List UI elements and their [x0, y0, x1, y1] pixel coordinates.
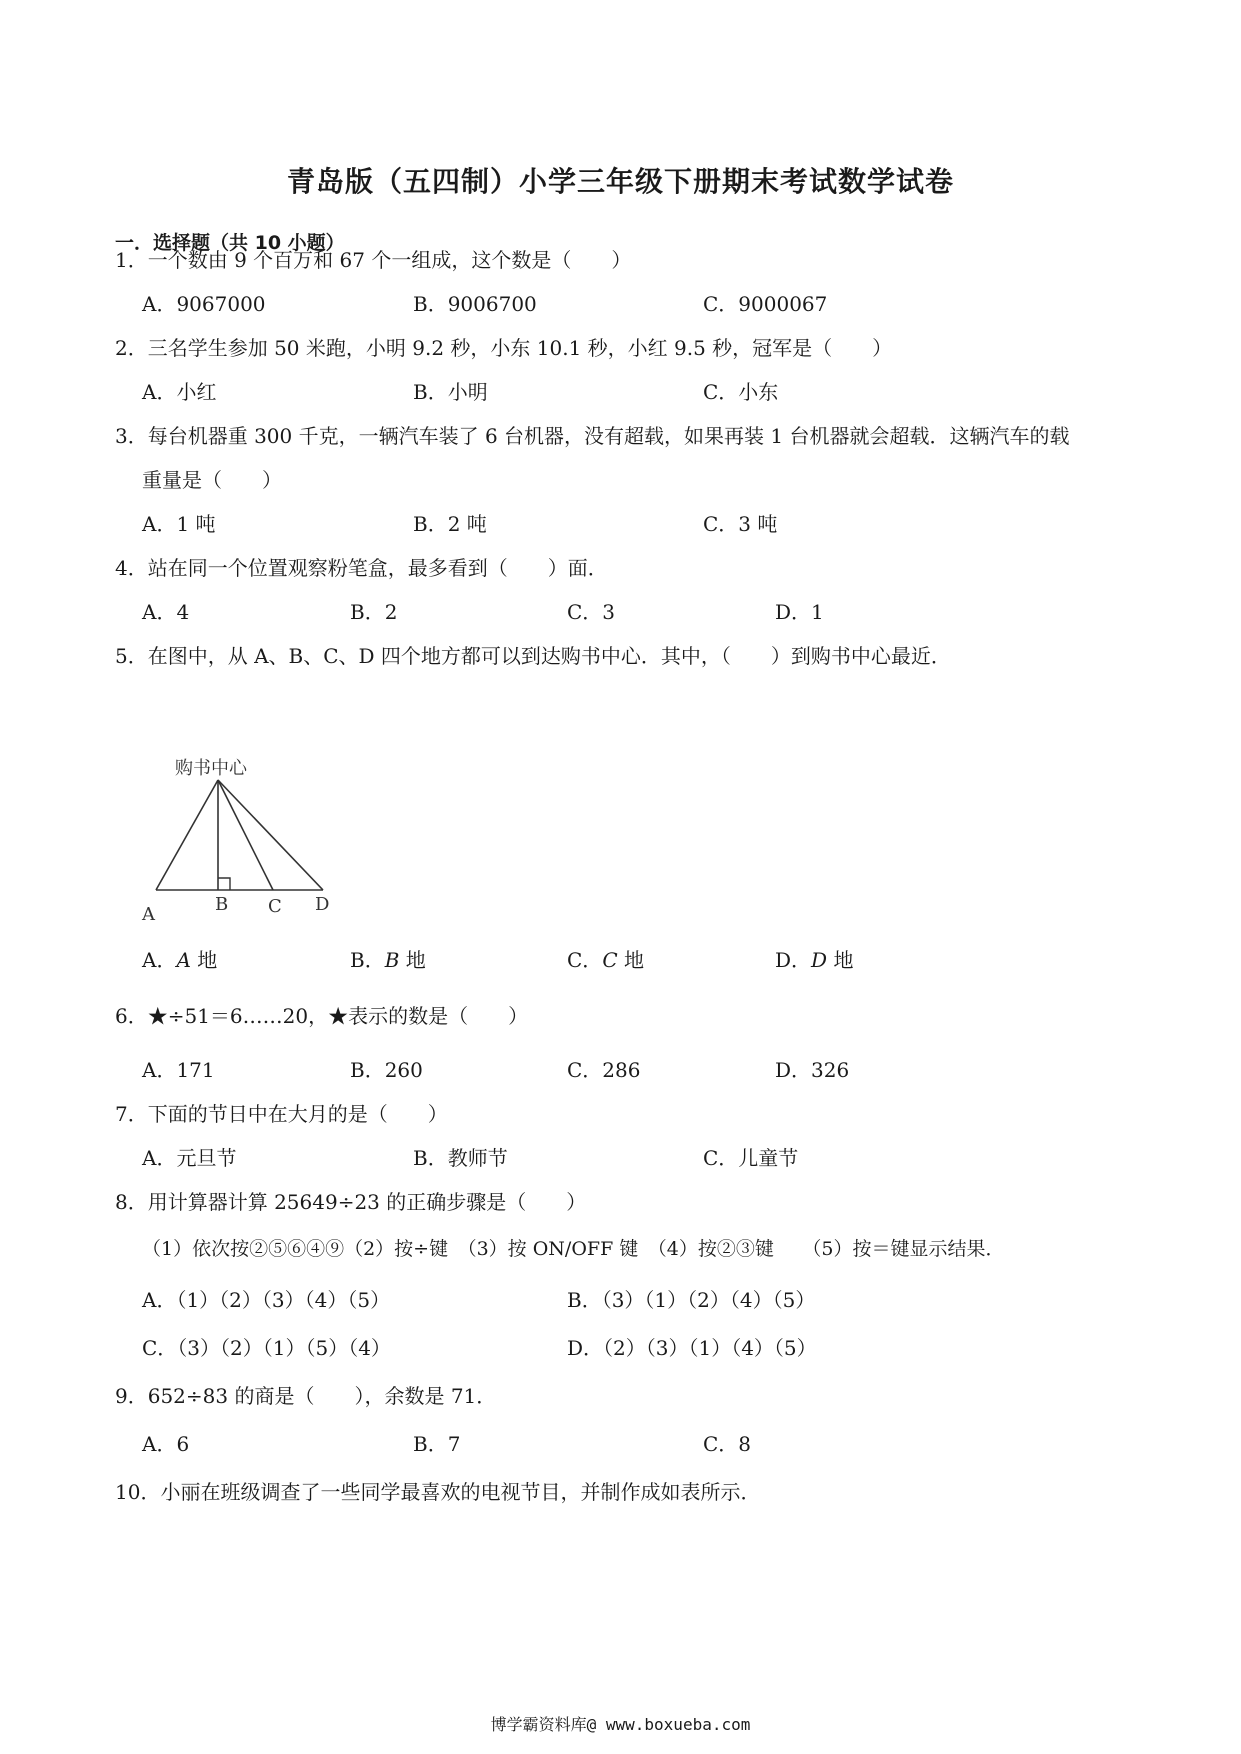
q8-option-d: D．（2）（3）（1）（4）（5）: [567, 1336, 817, 1360]
q2-option-b: B．小明: [413, 380, 488, 404]
q3-option-c: C．3 吨: [703, 512, 778, 536]
q7-option-c: C．儿童节: [703, 1146, 799, 1170]
question-1: 1．一个数由 9 个百万和 67 个一组成，这个数是（ ）: [115, 248, 632, 272]
line-to-c: [218, 780, 273, 890]
q5-option-a: [142, 950, 217, 970]
q5-option-b-var: B: [384, 948, 400, 972]
q5-option-d-var: D: [811, 948, 828, 972]
q4-option-a: A．4: [142, 600, 190, 624]
diagram-label-c: C: [268, 896, 282, 917]
q5-option-a-suffix: 地: [190, 948, 218, 972]
question-8: 8．用计算器计算 25649÷23 的正确步骤是（ ）: [115, 1190, 587, 1214]
diagram-label-a: A: [142, 904, 155, 925]
q5-option-d: [775, 950, 853, 970]
q9-option-a: A．6: [142, 1432, 190, 1456]
question-3-line-1: 3．每台机器重 300 千克，一辆汽车装了 6 台机器，没有超载，如果再装 1 台机器就会超载．这辆汽车的载: [115, 424, 1070, 448]
diagram-label-d: D: [315, 894, 330, 915]
q6-option-c: C．286: [567, 1058, 641, 1082]
question-2: 2．三名学生参加 50 米跑，小明 9.2 秒，小东 10.1 秒，小红 9.5 秒，冠军是（ ）: [115, 336, 893, 360]
q1-option-b: B．9006700: [413, 292, 537, 316]
q8-option-c: C．（3）（2）（1）（5）（4）: [142, 1336, 391, 1360]
question-3-line-2: 重量是（ ）: [142, 468, 282, 492]
q7-option-a: A．元旦节: [142, 1146, 237, 1170]
q5-option-a-prefix: A．: [142, 948, 177, 972]
q2-option-a: A．小红: [142, 380, 217, 404]
q2-option-c: C．小东: [703, 380, 779, 404]
q1-option-c: C．9000067: [703, 292, 828, 316]
q8-option-b: B．（3）（1）（2）（4）（5）: [567, 1288, 816, 1312]
q5-option-d-prefix: D．: [775, 948, 812, 972]
q5-option-b-suffix: 地: [399, 948, 426, 972]
q3-option-b: B．2 吨: [413, 512, 487, 536]
diagram-label-b: B: [215, 894, 229, 915]
right-angle-mark: [218, 878, 230, 890]
q1-option-a: A．9067000: [142, 292, 266, 316]
q4-option-b: B．2: [350, 600, 398, 624]
q4-option-d: D．1: [775, 600, 824, 624]
page-title: 青岛版（五四制）小学三年级下册期末考试数学试卷: [286, 165, 954, 198]
q9-option-b: B．7: [413, 1432, 461, 1456]
q9-option-c: C．8: [703, 1432, 752, 1456]
q3-option-a: A．1 吨: [142, 512, 216, 536]
line-to-d: [218, 780, 323, 890]
question-7: 7．下面的节日中在大月的是（ ）: [115, 1102, 448, 1126]
question-5: 5．在图中，从 A、B、C、D 四个地方都可以到达购书中心．其中，（ ）到购书中心最近．: [115, 644, 951, 668]
question-4: 4．站在同一个位置观察粉笔盒，最多看到（ ）面．: [115, 556, 608, 580]
diagram-top-label: 购书中心: [175, 758, 247, 779]
q8-steps: （1）依次按②⑤⑥④⑨（2）按÷键 （3）按 ON/OFF 键 （4）按②③键 （5）按＝键显示结果．: [142, 1238, 1005, 1260]
q6-option-b: B．260: [350, 1058, 423, 1082]
q6-option-d: D．326: [775, 1058, 850, 1082]
shopping-center-diagram: [130, 750, 350, 925]
q5-option-c-var: C: [602, 948, 618, 972]
question-9: 9．652÷83 的商是（ ），余数是 71．: [115, 1384, 497, 1408]
q5-option-b: [350, 950, 426, 970]
q5-option-c-prefix: C．: [567, 948, 603, 972]
page-footer: 博学霸资料库@ www.boxueba.com: [490, 1715, 751, 1734]
q5-option-d-suffix: 地: [827, 948, 854, 972]
question-10: 10．小丽在班级调查了一些同学最喜欢的电视节目，并制作成如表所示．: [115, 1480, 761, 1504]
q5-option-c-suffix: 地: [617, 948, 644, 972]
q5-option-b-prefix: B．: [350, 948, 385, 972]
question-6: 6．★÷51＝6……20，★表示的数是（ ）: [115, 1004, 529, 1028]
section-heading: 一．选择题（共 10 小题）: [115, 232, 345, 254]
q6-option-a: A．171: [142, 1058, 215, 1082]
line-to-a: [156, 780, 218, 890]
q7-option-b: B．教师节: [413, 1146, 508, 1170]
q8-option-a: A．（1）（2）（3）（4）（5）: [142, 1288, 391, 1312]
q4-option-c: C．3: [567, 600, 616, 624]
q5-option-a-var: A: [176, 948, 191, 972]
q5-option-c: [567, 950, 644, 970]
